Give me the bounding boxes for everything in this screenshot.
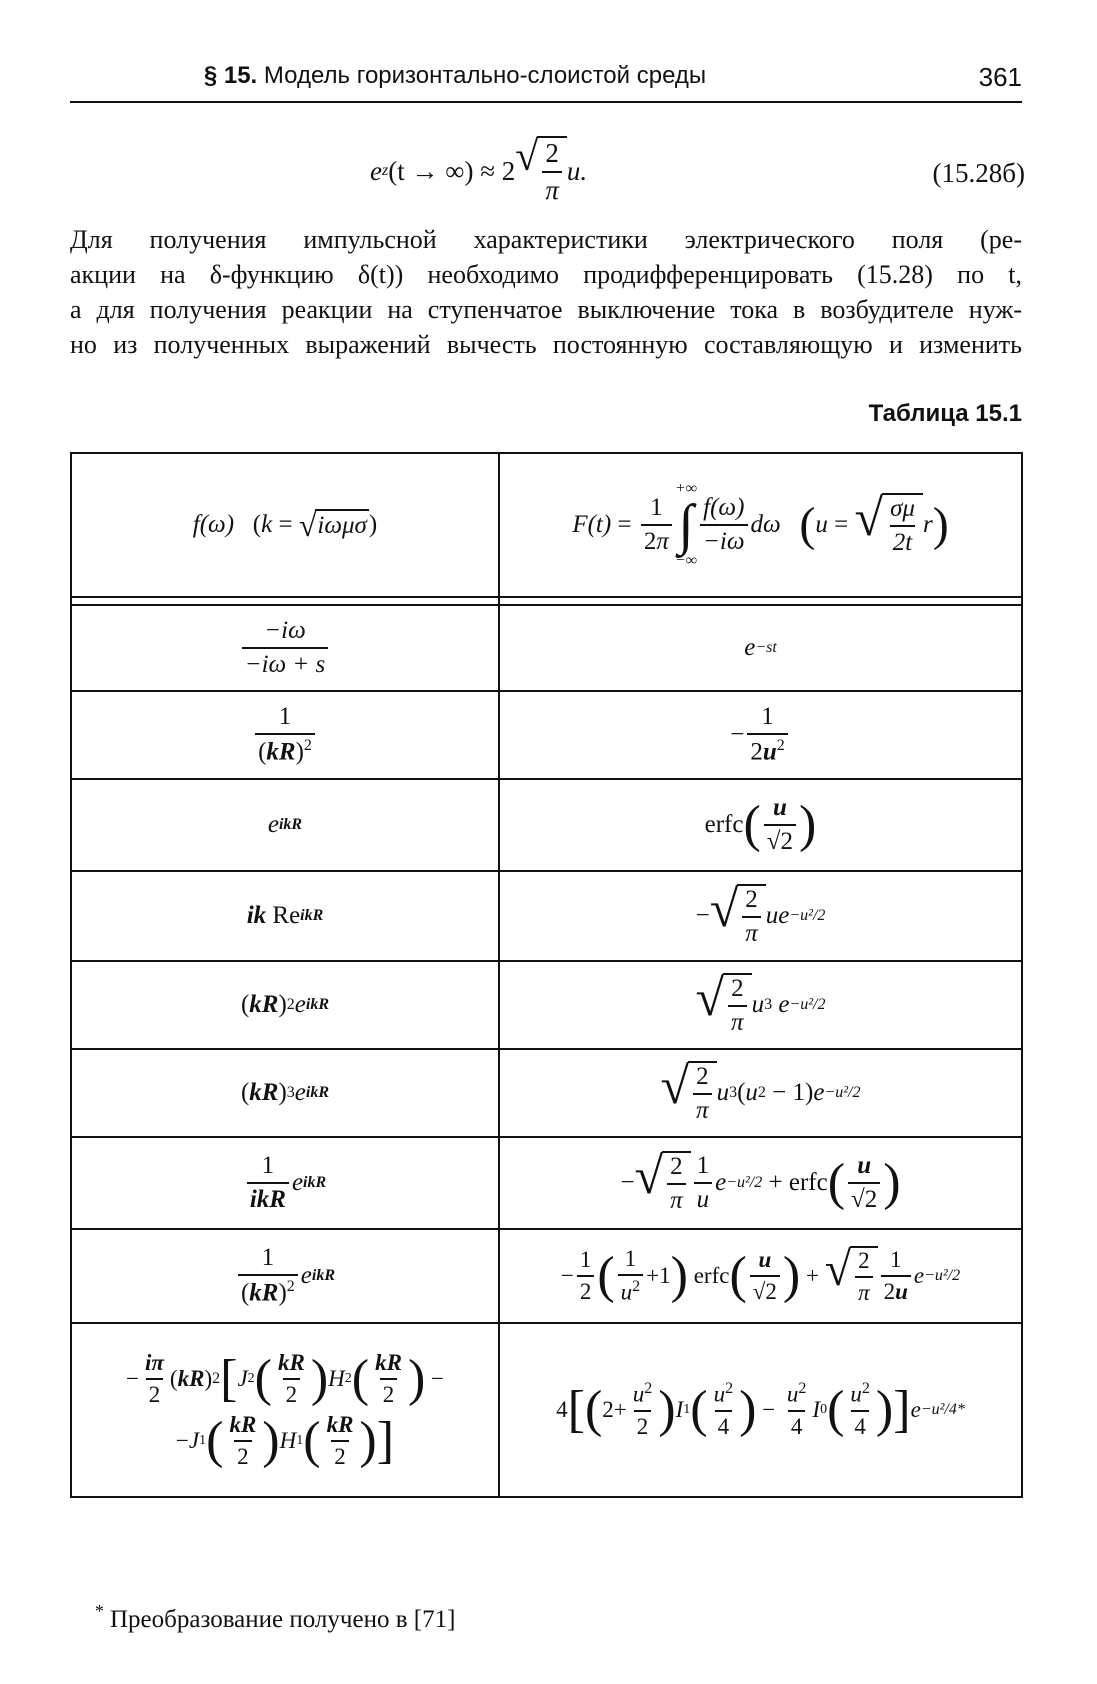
table-header-row (71, 453, 1022, 597)
header-rule (70, 101, 1022, 103)
paragraph-line: Для получения импульсной характеристики электрического поля (ре- (70, 225, 1022, 254)
section-number: § 15. (203, 62, 258, 89)
cell-F: erfc ( $\frac{u}{√2}$ ) (499, 779, 1022, 871)
cell-f: $\frac{1}{(kR)^2}$ e ikR (71, 1229, 499, 1323)
table-row (71, 1049, 1022, 1137)
table-row (71, 1229, 1022, 1323)
cell-F: e −st (499, 605, 1022, 691)
cell-F: 4 [ ( 2+ $\frac{u^2}{2}$ ) I 1 ( $\frac{u^2}{4}$ ) − $\frac{u^2}{4}$ I 0 ( $\frac{u^2}{4}$ ) ] e −u²/4* (499, 1323, 1022, 1497)
table-row (71, 691, 1022, 779)
transform-table (70, 452, 1023, 1498)
table-caption: Таблица 15.1 (868, 400, 1022, 427)
body-paragraph (70, 222, 1022, 362)
cell-f: − $\frac{i\pi}{2}$ ( kR ) 2 [ J 2 ( $\frac{kR}{2}$ ) H 2 ( $\frac{kR}{2}$ ) − − J 1 ( $\frac{kR}{2}$ ) H 1 ( $\frac{kR}{2}$ ) ] (71, 1323, 499, 1497)
paragraph-line: акции на δ-функцию δ(t)) необходимо продифференцировать (15.28) по t, (70, 260, 1022, 289)
table-row (71, 779, 1022, 871)
cell-f: $\frac{1}{\text{ikR}}$ e ikR (71, 1137, 499, 1229)
table-row (71, 605, 1022, 691)
page-number: 361 (978, 62, 1022, 92)
cell-F: − $\frac{1}{2}$ ( $\frac{1}{u^2}$ +1 ) erfc ( $\frac{u}{√2}$ ) + √ $\frac{2}{\pi}$ $\frac{1}{2u}$ e −u²/2 (499, 1229, 1022, 1323)
footnote (95, 1601, 456, 1634)
cell-F: − $\frac{1}{2u^2}$ (499, 691, 1022, 779)
header-left: f(ω) ( k = √ iωμσ ) (71, 453, 499, 597)
cell-F: − √ $\frac{2}{\pi}$ $\frac{1}{u}$ e −u²/2 + erfc ( $\frac{u}{√2}$ ) (499, 1137, 1022, 1229)
paragraph-line: а для получения реакции на ступенчатое выключение тока в возбудителе нуж- (70, 295, 1022, 324)
table-row (71, 871, 1022, 961)
cell-f: ik Re ikR (71, 871, 499, 961)
cell-f: ( kR ) 3 e ikR (71, 1049, 499, 1137)
cell-F: √ $\frac{2}{\pi}$ u 3 e −u²/2 (499, 961, 1022, 1049)
header-right: F(t) = $\frac{1}{2\pi}$ +∞ ∫ −∞ $\frac{f(\omega)}{-i\omega}$ dω ( u = √ $\frac{\sigma\mu}{2t}$ r ) (499, 453, 1022, 597)
cell-f: $\frac{1}{(kR)^2}$ (71, 691, 499, 779)
cell-F: − √ $\frac{2}{\pi}$ ue −u²/2 (499, 871, 1022, 961)
section-title: Модель горизонтально-слоистой среды (263, 62, 707, 89)
cell-f: e ikR (71, 779, 499, 871)
equation-15-28b: e z (t → ∞) ≈ 2 √ $\frac{2}{\pi}$ u. (370, 134, 588, 205)
cell-f: ( kR ) 2 e ikR (71, 961, 499, 1049)
footnote-text: Преобразование получено в [71] (110, 1606, 456, 1633)
table-row (71, 1137, 1022, 1229)
paragraph-line: но из полученных выражений вычесть постоянную составляющую и изменить (70, 330, 1022, 359)
footnote-marker: * (95, 1601, 104, 1621)
equation-number: (15.28б) (932, 158, 1025, 188)
cell-f: $\frac{-i\omega}{-i\omega + s}$ (71, 605, 499, 691)
table-row (71, 961, 1022, 1049)
cell-F: √ $\frac{2}{\pi}$ u 3 ( u 2 − 1) e −u²/2 (499, 1049, 1022, 1137)
running-header (70, 62, 840, 90)
table-row (71, 1323, 1022, 1497)
